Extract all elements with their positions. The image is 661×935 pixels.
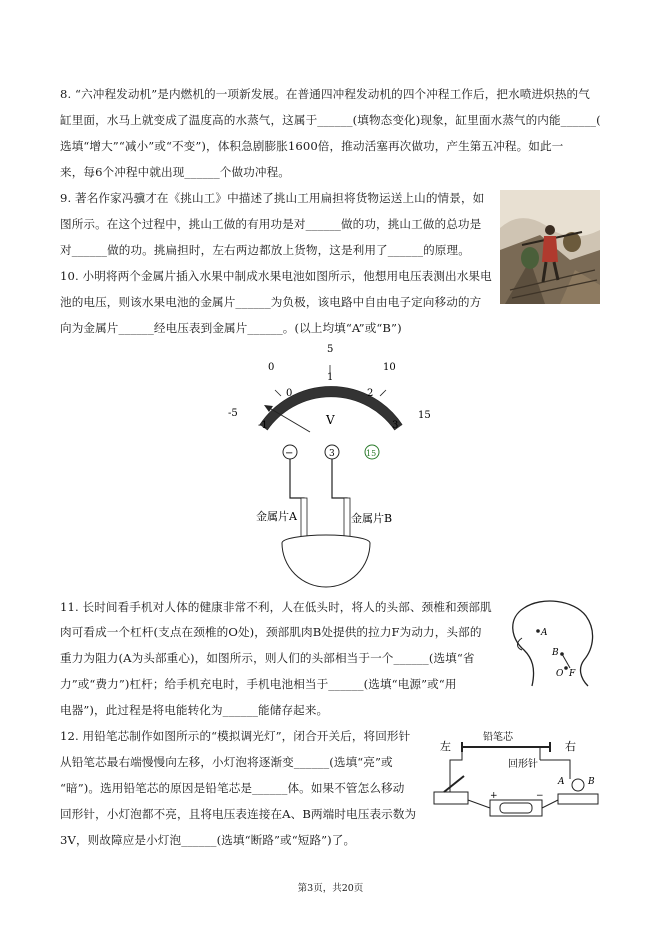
head-outline <box>513 601 593 686</box>
q11-line-5: 电器”)，此过程是将电能转化为______能储存起来。 <box>60 703 329 717</box>
battery-plus-label: + <box>490 791 498 801</box>
terminal-negative-label: − <box>285 448 294 459</box>
point-b-label: B <box>552 648 559 658</box>
switch-base <box>434 792 468 804</box>
force-f-label: F <box>569 669 576 679</box>
terminal-15-label: 15 <box>366 449 377 458</box>
pencil-label: 铅笔芯 <box>483 732 513 743</box>
porter-illustration <box>500 190 600 304</box>
q11-line-1: 11. 长时间看手机对人体的健康非常不利，人在低头时，将人的头部、颈椎和颈部肌 <box>60 600 492 614</box>
left-label: 左 <box>440 740 451 753</box>
q12-line-1: 12. 用铅笔芯制作如图所示的“模拟调光灯”，闭合开关后，将回形针 <box>60 729 411 743</box>
battery-cell <box>500 803 532 813</box>
inner-neg-label: -1 <box>258 420 268 431</box>
bulb <box>572 779 584 791</box>
fruit-body <box>282 543 370 587</box>
outer-label-15: 15 <box>418 410 431 421</box>
q12-line-3: “暗”)。选用铅笔芯的原因是铅笔芯是______体。如果不管怎么移动 <box>60 781 405 795</box>
inner-label-2: 2 <box>367 388 374 399</box>
inner-label-3: 3 <box>392 420 399 431</box>
inner-label-1: 1 <box>327 372 334 383</box>
q8-line-4: 来，每6个冲程中就出现______个做功冲程。 <box>60 165 290 179</box>
q9-line-2: 图所示。在这个过程中，挑山工做的有用功是对______做的功，挑山工做的总功是 <box>60 217 482 231</box>
q11-line-3: 重力为阻力(A为头部重心)，如图所示，则人们的头部相当于一个______(选填“省 <box>60 651 475 665</box>
q10-line-1: 10. 小明将两个金属片插入水果中制成水果电池如图所示，他想用电压表测出水果电 <box>60 269 492 283</box>
plate-a-label: 金属片A <box>256 510 297 523</box>
outer-neg-label: -5 <box>228 408 238 419</box>
inner-label-0: 0 <box>286 388 293 399</box>
terminal-3-label: 3 <box>329 449 335 459</box>
outer-label-0: 0 <box>268 362 275 373</box>
page-footer: 第3页，共20页 <box>297 883 364 894</box>
outer-label-10: 10 <box>383 362 396 373</box>
q10-line-3: 向为金属片______经电压表到金属片______。(以上均填“A”或“B”) <box>60 321 402 335</box>
dimmer-circuit-figure <box>430 730 605 825</box>
q8-line-1: 8. “六冲程发动机”是内燃机的一项新发展。在普通四冲程发动机的四个冲程工作后，把水喷进炽热的气 <box>60 87 590 101</box>
q12-line-4: 回形针，小灯泡都不亮，且将电压表连接在A、B两端时电压表示数为 <box>60 807 417 821</box>
point-a-label: A <box>541 628 548 638</box>
q8-line-2: 缸里面，水马上就变成了温度高的水蒸气，这属于______(填物态变化)现象，缸里面水蒸气的内能______( <box>60 113 601 127</box>
battery-minus-label: − <box>536 791 544 801</box>
q9-line-1: 9. 著名作家冯骥才在《挑山工》中描述了挑山工用扁担将货物运送上山的情景，如 <box>60 191 485 205</box>
bulb-base <box>558 794 598 804</box>
right-label: 右 <box>565 740 576 753</box>
q8-line-3: 选填“增大”“减小”或“不变”)，体积急剧膨胀1600倍，推动活塞再次做功，产生第五冲程。如此一 <box>60 139 564 153</box>
switch-lever <box>444 776 464 792</box>
outer-label-5: 5 <box>327 344 334 355</box>
clip-label: 回形针 <box>508 759 538 770</box>
q9-line-3: 对______做的功。挑扁担时，左右两边都放上货物，这是利用了______的原理。 <box>60 243 470 257</box>
q12-line-5: 3V，则故障应是小灯泡______(选填“断路”或“短路”)了。 <box>60 833 356 847</box>
q10-line-2: 池的电压，则该水果电池的金属片______为负极，该电路中自由电子定向移动的方 <box>60 295 482 309</box>
unit-label: V <box>326 413 335 427</box>
plate-b-label: 金属片B <box>351 512 393 525</box>
q12-line-2: 从铅笔芯最右端慢慢向左移，小灯泡将逐渐变______(选填“亮”或 <box>60 755 393 769</box>
q11-line-4: 力”或“费力”)杠杆；给手机充电时，手机电池相当于______(选填“电源”或“用 <box>60 677 457 691</box>
head-lever-figure <box>502 598 600 688</box>
point-o-label: O <box>556 669 564 679</box>
voltmeter-figure <box>220 340 440 590</box>
bulb-b-label: B <box>588 777 595 787</box>
q11-line-2: 肉可看成一个杠杆(支点在颈椎的O处)，颈部肌肉B处提供的拉力F为动力，头部的 <box>60 625 482 639</box>
bulb-a-label: A <box>558 777 565 787</box>
